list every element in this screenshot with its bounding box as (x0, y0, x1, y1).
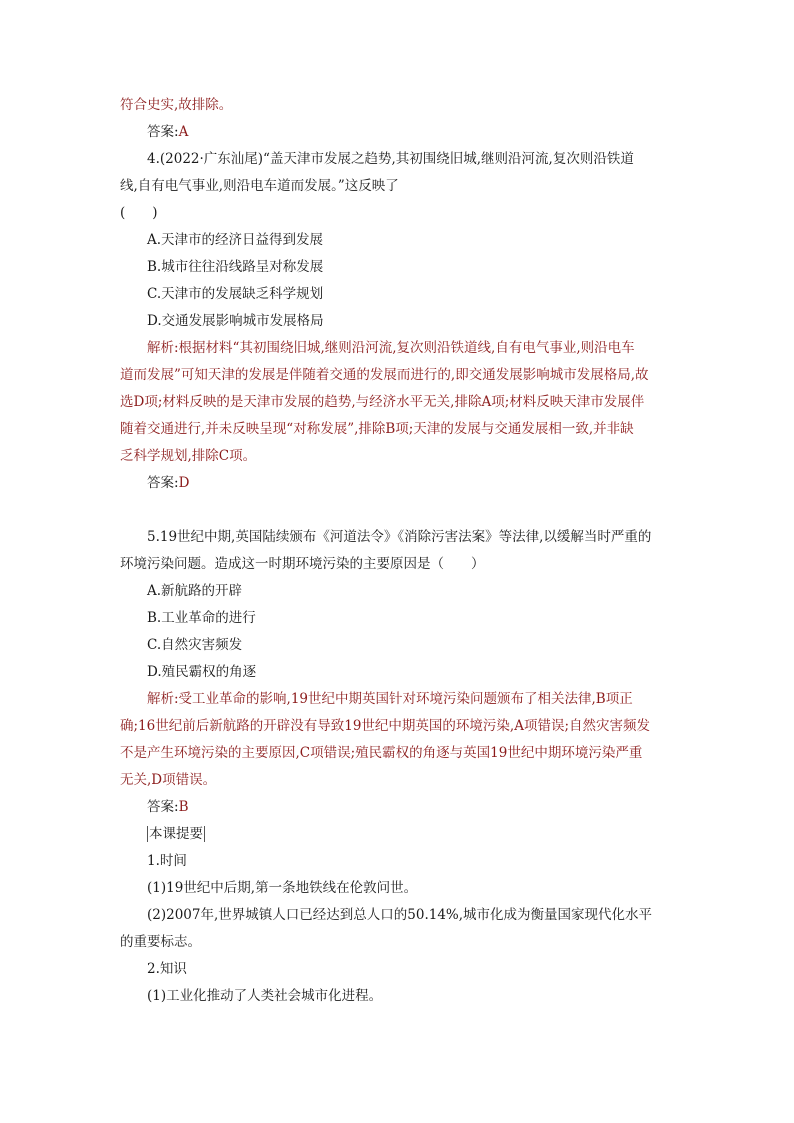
q5-analysis-line3: 不是产生环境污染的主要原因,C项错误;殖民霸权的角逐与英国19世纪中期环境污染严重 (120, 745, 643, 761)
summary-section1-item2: (2)2007年,世界城镇人口已经达到总人口的50.14%,城市化成为衡量国家现代化水平 (147, 907, 653, 923)
prev-analysis-tail: 符合史实,故排除。 (120, 97, 233, 113)
summary-title: 本课提要 (149, 826, 203, 842)
prev-answer: 答案:A (147, 124, 189, 140)
q4-analysis-line1: 解析:根据材料“其初围绕旧城,继则沿河流,复次则沿铁道线,自有电气事业,则沿电车 (147, 340, 635, 356)
q4-analysis-line4: 随着交通进行,并未反映呈现“对称发展”,排除B项;天津的发展与交通发展相一致,并非缺 (120, 421, 634, 437)
summary-section2-title: 2.知识 (147, 961, 187, 977)
q5-option-b: B.工业革命的进行 (147, 610, 256, 626)
q4-stem-line1: 4.(2022·广东汕尾)“盖天津市发展之趋势,其初围绕旧城,继则沿河流,复次则沿铁道 (147, 151, 634, 167)
q5-stem-line2: 环境污染问题。造成这一时期环境污染的主要原因是（ ） (120, 556, 485, 572)
q4-analysis-line5: 乏科学规划,排除C项。 (120, 448, 257, 464)
document-page (120, 92, 680, 1010)
q5-analysis-line4: 无关,D项错误。 (120, 772, 217, 788)
q5-stem-line1: 5.19世纪中期,英国陆续颁布《河道法令》《消除污害法案》等法律,以缓解当时严重的 (147, 529, 652, 545)
summary-heading (120, 821, 680, 848)
q4-analysis-line2: 道而发展”可知天津的发展是伴随着交通的发展而进行的,即交通发展影响城市发展格局,故 (120, 367, 649, 383)
q4-analysis-line3: 选D项;材料反映的是天津市发展的趋势,与经济水平无关,排除A项;材料反映天津市发展伴 (120, 394, 645, 410)
summary-section1-item1: (1)19世纪中后期,第一条地铁线在伦敦问世。 (147, 880, 418, 896)
q4-option-c: C.天津市的发展缺乏科学规划 (147, 286, 324, 302)
q4-answer: 答案:D (147, 475, 190, 491)
q4-stem-line2: 线,自有电气事业,则沿电车道而发展。”这反映了 (120, 178, 399, 194)
q4-bracket: ( ) (120, 205, 158, 221)
q4-option-a: A.天津市的经济日益得到发展 (147, 232, 324, 248)
q5-answer: 答案:B (147, 799, 189, 815)
q5-option-c: C.自然灾害频发 (147, 637, 243, 653)
q5-analysis-line1: 解析:受工业革命的影响,19世纪中期英国针对环境污染问题颁布了相关法律,B项正 (147, 691, 633, 707)
q5-option-d: D.殖民霸权的角逐 (147, 664, 257, 680)
spacer (120, 497, 680, 524)
q5-option-a: A.新航路的开辟 (147, 583, 243, 599)
summary-section1-title: 1.时间 (147, 853, 187, 869)
q5-analysis-line2: 确;16世纪前后新航路的开辟没有导致19世纪中期英国的环境污染,A项错误;自然灾害频发 (120, 718, 650, 734)
q4-option-b: B.城市往往沿线路呈对称发展 (147, 259, 324, 275)
summary-section2-item1: (1)工业化推动了人类社会城市化进程。 (147, 988, 383, 1004)
q4-option-d: D.交通发展影响城市发展格局 (147, 313, 324, 329)
summary-section1-item2-cont: 的重要标志。 (120, 934, 201, 950)
